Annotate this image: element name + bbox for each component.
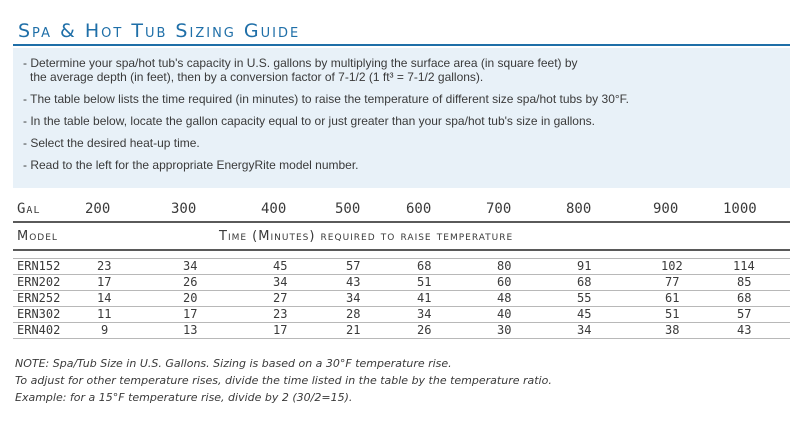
time-cell: 41 (417, 291, 432, 305)
time-cell: 17 (97, 275, 112, 289)
time-cell: 68 (417, 259, 432, 273)
time-cell: 55 (577, 291, 592, 305)
time-cell: 57 (346, 259, 361, 273)
gallons-header-cell: 200 (85, 201, 111, 217)
time-cell: 60 (497, 275, 512, 289)
instruction-item (23, 92, 790, 106)
time-cell: 40 (497, 307, 512, 321)
instruction-text: - Select the desired heat-up time. (23, 136, 200, 150)
time-cell: 17 (273, 323, 288, 337)
instruction-item (23, 56, 790, 84)
model-cell: ERN152 (17, 259, 61, 273)
page-title: Spa & Hot Tub Sizing Guide (18, 20, 301, 42)
gallons-header-cell: 500 (335, 201, 361, 217)
instruction-text: - Determine your spa/hot tub's capacity in U.S. gallons by multiplying the surface area (in square feet) by (23, 56, 578, 70)
time-cell: 57 (737, 307, 752, 321)
gallons-header-cell: 900 (653, 201, 679, 217)
time-cell: 23 (273, 307, 288, 321)
time-cell: 61 (665, 291, 680, 305)
time-cell: 28 (346, 307, 361, 321)
title-underline (13, 44, 790, 46)
gallons-header-cell: 1000 (723, 201, 757, 217)
time-cell: 68 (577, 275, 592, 289)
time-cell: 45 (273, 259, 288, 273)
time-cell: 34 (417, 307, 432, 321)
model-cell: ERN402 (17, 323, 61, 337)
time-cell: 34 (273, 275, 288, 289)
gallons-header-cell: 600 (406, 201, 432, 217)
instruction-item (23, 114, 790, 128)
table-row (13, 307, 790, 323)
time-cell: 21 (346, 323, 361, 337)
gallons-label: Gal (17, 201, 41, 217)
instruction-text-continued: the average depth (in feet), then by a conversion factor of 7-1/2 (1 ft³ = 7-1/2 gallons). (30, 70, 484, 84)
model-header-row (13, 225, 790, 251)
gallons-header-cell: 300 (171, 201, 197, 217)
gallons-header-row (13, 197, 790, 223)
instruction-item (23, 136, 790, 150)
note-line: Example: for a 15°F temperature rise, divide by 2 (30/2=15). (15, 391, 353, 404)
time-cell: 51 (417, 275, 432, 289)
instruction-text: - The table below lists the time required (in minutes) to raise the temperature of different size spa/hot tubs by 30°F. (23, 92, 629, 106)
time-cell: 43 (346, 275, 361, 289)
time-cell: 77 (665, 275, 680, 289)
time-cell: 34 (577, 323, 592, 337)
time-cell: 26 (183, 275, 198, 289)
time-cell: 102 (661, 259, 683, 273)
time-cell: 23 (97, 259, 112, 273)
model-cell: ERN202 (17, 275, 61, 289)
note-line: NOTE: Spa/Tub Size in U.S. Gallons. Sizing is based on a 30°F temperature rise. (15, 357, 452, 370)
time-cell: 43 (737, 323, 752, 337)
notes-block (15, 355, 552, 406)
time-cell: 27 (273, 291, 288, 305)
time-cell: 114 (733, 259, 755, 273)
time-cell: 38 (665, 323, 680, 337)
time-cell: 48 (497, 291, 512, 305)
gallons-header-cell: 700 (486, 201, 512, 217)
time-cell: 26 (417, 323, 432, 337)
model-cell: ERN252 (17, 291, 61, 305)
note-line: To adjust for other temperature rises, divide the time listed in the table by the temperature ratio. (15, 374, 552, 387)
time-cell: 51 (665, 307, 680, 321)
time-cell: 80 (497, 259, 512, 273)
time-cell: 34 (346, 291, 361, 305)
time-cell: 85 (737, 275, 752, 289)
time-cell: 13 (183, 323, 198, 337)
table-row (13, 275, 790, 291)
time-cell: 14 (97, 291, 112, 305)
time-cell: 30 (497, 323, 512, 337)
model-cell: ERN302 (17, 307, 61, 321)
time-cell: 17 (183, 307, 198, 321)
heat-up-time-table (13, 258, 790, 339)
time-cell: 20 (183, 291, 198, 305)
time-cell: 91 (577, 259, 592, 273)
time-cell: 9 (101, 323, 109, 337)
table-row (13, 258, 790, 275)
instructions-list (13, 48, 790, 172)
model-label: Model (17, 229, 58, 244)
time-cell: 68 (737, 291, 752, 305)
time-cell: 11 (97, 307, 112, 321)
instruction-text: - Read to the left for the appropriate EnergyRite model number. (23, 158, 359, 172)
time-cell: 45 (577, 307, 592, 321)
time-cell: 34 (183, 259, 198, 273)
gallons-header-cell: 400 (261, 201, 287, 217)
gallons-header-cell: 800 (566, 201, 592, 217)
table-row (13, 291, 790, 307)
instructions-panel (13, 48, 790, 188)
instruction-item (23, 158, 790, 172)
table-row (13, 323, 790, 339)
instruction-text: - In the table below, locate the gallon capacity equal to or just greater than your spa/hot tub's size in gallons. (23, 114, 595, 128)
time-caption: Time (Minutes) required to raise temperature (219, 229, 514, 244)
